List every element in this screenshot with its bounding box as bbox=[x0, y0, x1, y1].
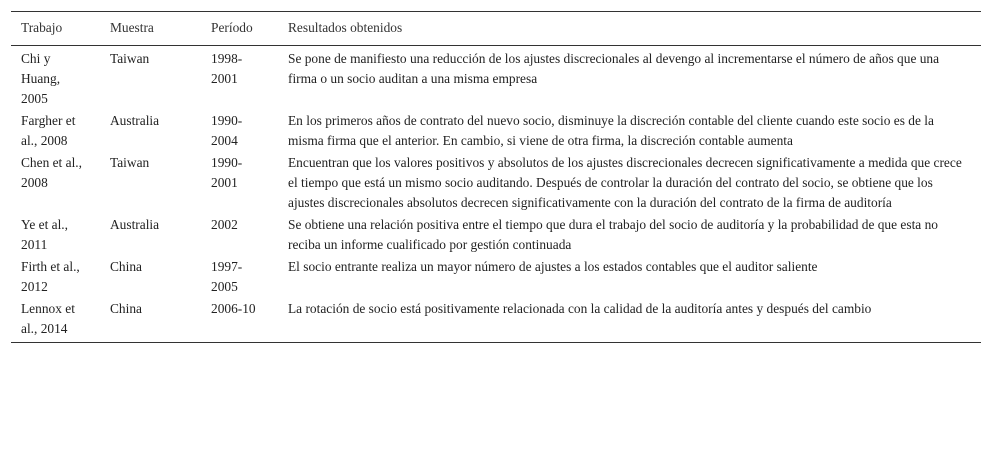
cell-periodo: 2002 bbox=[211, 217, 238, 232]
header-muestra: Muestra bbox=[110, 20, 154, 35]
results-table-container bbox=[11, 11, 981, 343]
header-periodo: Período bbox=[211, 20, 253, 35]
cell-muestra: Australia bbox=[110, 217, 160, 232]
cell-resultados: En los primeros años de contrato del nuevo socio, disminuye la discreción contable del cliente cuando este socio es de la misma firma que el anterior. En cambio, si viene de otra firma, la discreción contable aumenta bbox=[288, 113, 934, 148]
cell-periodo: 1990-2004 bbox=[211, 113, 243, 148]
cell-trabajo: Lennox et al., 2014 bbox=[21, 301, 75, 336]
cell-trabajo: Chen et al., 2008 bbox=[21, 155, 82, 190]
cell-muestra: China bbox=[110, 259, 142, 274]
cell-muestra: Taiwan bbox=[110, 51, 150, 66]
cell-periodo: 1997-2005 bbox=[211, 259, 243, 294]
cell-muestra: Taiwan bbox=[110, 155, 150, 170]
cell-resultados: Se obtiene una relación positiva entre el tiempo que dura el trabajo del socio de auditoría y la probabilidad de que esta no reciba un informe cualificado por gestión continuada bbox=[288, 217, 938, 252]
cell-trabajo: Chi y Huang, 2005 bbox=[21, 51, 61, 106]
table-body bbox=[11, 46, 981, 343]
cell-resultados: Se pone de manifiesto una reducción de los ajustes discrecionales al devengo al incrementarse el número de años que una firma o un socio auditan a una misma empresa bbox=[288, 51, 940, 86]
cell-trabajo: Fargher et al., 2008 bbox=[21, 113, 76, 148]
table-row bbox=[11, 110, 981, 152]
cell-resultados: La rotación de socio está positivamente relacionada con la calidad de la auditoría antes y después del cambio bbox=[288, 301, 872, 316]
results-table bbox=[11, 11, 981, 343]
table-row bbox=[11, 152, 981, 214]
cell-trabajo: Ye et al., 2011 bbox=[21, 217, 68, 252]
cell-resultados: El socio entrante realiza un mayor número de ajustes a los estados contables que el auditor saliente bbox=[288, 259, 818, 274]
cell-muestra: China bbox=[110, 301, 142, 316]
cell-muestra: Australia bbox=[110, 113, 160, 128]
header-row bbox=[11, 12, 981, 46]
header-trabajo: Trabajo bbox=[21, 20, 63, 35]
table-row bbox=[11, 298, 981, 343]
header-resultados: Resultados obtenidos bbox=[288, 20, 403, 35]
cell-periodo: 1998-2001 bbox=[211, 51, 243, 86]
cell-trabajo: Firth et al., 2012 bbox=[21, 259, 80, 294]
cell-periodo: 2006-10 bbox=[211, 301, 256, 316]
table-row bbox=[11, 46, 981, 111]
table-header bbox=[11, 12, 981, 46]
cell-resultados: Encuentran que los valores positivos y absolutos de los ajustes discrecionales decrecen significativamente a medida que crece el tiempo que está un mismo socio auditando. Después de controlar la duración del contrato del socio, se obtiene que los ajustes discrecionales absolutos decrecen significativamente con la duración del contrato de la firma de auditoría bbox=[288, 155, 962, 210]
table-row bbox=[11, 256, 981, 298]
cell-periodo: 1990-2001 bbox=[211, 155, 243, 190]
table-row bbox=[11, 214, 981, 256]
